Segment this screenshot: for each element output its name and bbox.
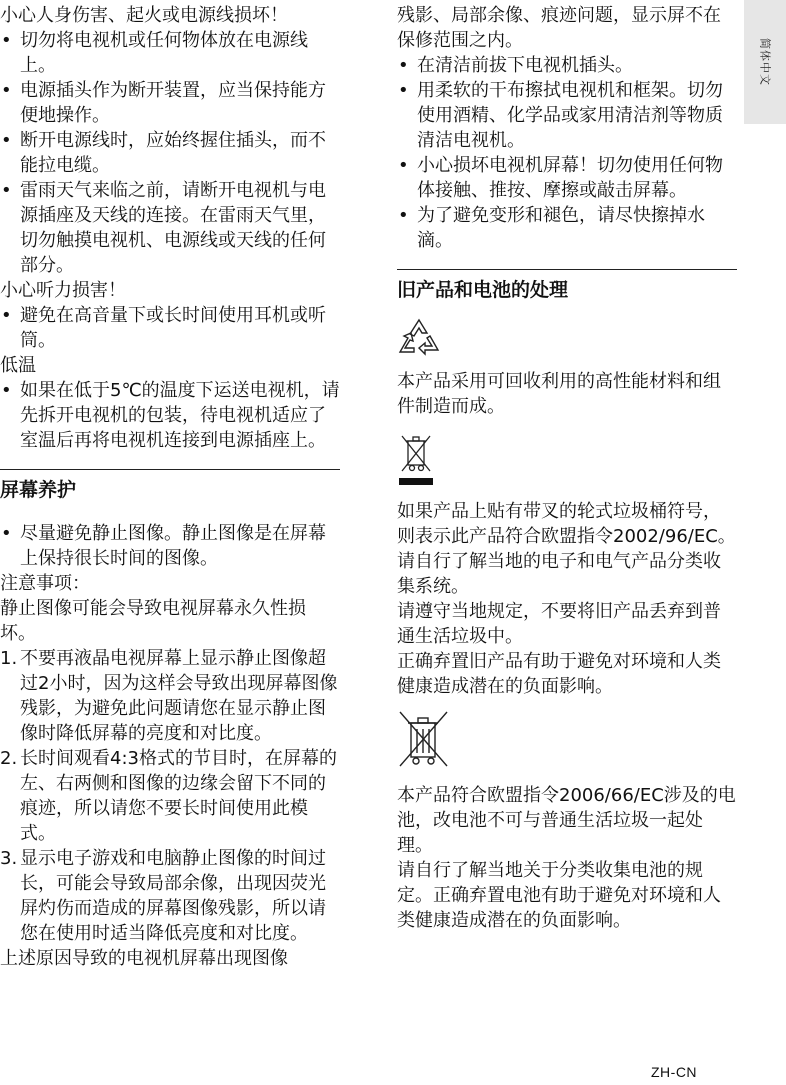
item-text: 显示电子游戏和电脑静止图像的时间过长，可能会导致局部余像，出现因荧光屏灼伤而造成的屏幕图像残影，所以请您在使用时适当降低亮度和对比度。 <box>20 848 326 944</box>
hearing-list <box>0 303 340 353</box>
section-divider <box>0 469 340 470</box>
list-item: • 用柔软的干布擦拭电视机和框架。切勿使用酒精、化学品或家用清洁剂等物质清洁电视机。 <box>397 78 737 153</box>
notes-label: 注意事项： <box>0 573 90 594</box>
list-item: • 在清洁前拔下电视机插头。 <box>397 53 737 78</box>
list-item: • 如果在低于5℃的温度下运送电视机，请先拆开电视机的包装，待电视机适应了室温后再将电视机连接到电源插座上。 <box>0 378 340 453</box>
item-number: 2. <box>0 748 18 769</box>
list-item <box>0 746 340 846</box>
screen-care-heading: 屏幕养护 <box>0 479 77 501</box>
item-text: 长时间观看4:3格式的节目时，在屏幕的左、右两侧和图像的边缘会留下不同的痕迹，所以请您不要长时间使用此模式。 <box>20 748 337 844</box>
section-divider <box>397 269 737 270</box>
list-item: • 小心损坏电视机屏幕！切勿使用任何物体接触、推按、摩擦或敲击屏幕。 <box>397 153 737 203</box>
caution-fire-heading: 小心人身伤害、起火或电源线损坏！ <box>0 5 288 26</box>
screen-care-list <box>0 521 340 571</box>
left-column <box>0 0 340 971</box>
weee-text: 正确弃置旧产品有助于避免对环境和人类健康造成潜在的负面影响。 <box>397 651 721 697</box>
list-item: • 电源插头作为断开装置，应当保持能方便地操作。 <box>0 78 340 128</box>
notes-text: 静止图像可能会导致电视屏幕永久性损坏。 <box>0 598 306 644</box>
list-item: • 切勿将电视机或任何物体放在电源线上。 <box>0 28 340 78</box>
continued-text: 上述原因导致的电视机屏幕出现图像 <box>0 948 288 969</box>
battery-text: 本产品符合欧盟指令2006/66/EC涉及的电池，改电池不可与普通生活垃圾一起处理。 <box>397 785 736 856</box>
screen-notes-list <box>0 646 340 946</box>
list-item: • 避免在高音量下或长时间使用耳机或听筒。 <box>0 303 340 353</box>
caution-hearing-heading: 小心听力损害！ <box>0 280 126 301</box>
weee-text: 请遵守当地规定，不要将旧产品丢弃到普通生活垃圾中。 <box>397 601 721 647</box>
list-item: • 尽量避免静止图像。静止图像是在屏幕上保持很长时间的图像。 <box>0 521 340 571</box>
language-tab-label: 简体中文 <box>758 38 772 86</box>
continued-text: 残影、局部余像、痕迹问题，显示屏不在保修范围之内。 <box>397 5 721 51</box>
low-temp-list <box>0 378 340 453</box>
recycle-icon <box>397 317 441 357</box>
cleaning-list <box>397 53 737 253</box>
crossed-bin-icon <box>397 709 451 769</box>
fire-safety-list <box>0 28 340 278</box>
low-temp-heading: 低温 <box>0 355 36 376</box>
list-item <box>0 846 340 946</box>
list-item: • 断开电源线时，应始终握住插头，而不能拉电缆。 <box>0 128 340 178</box>
list-item <box>0 646 340 746</box>
disposal-heading: 旧产品和电池的处理 <box>397 279 569 301</box>
item-number: 3. <box>0 848 18 869</box>
page-language-code: ZH-CN <box>651 1064 698 1080</box>
language-tab <box>744 0 786 124</box>
item-number: 1. <box>0 648 18 669</box>
recycle-text: 本产品采用可回收利用的高性能材料和组件制造而成。 <box>397 371 721 417</box>
item-text: 不要再液晶电视屏幕上显示静止图像超过2小时，因为这样会导致出现屏幕图像残影，为避免此问题请您在显示静止图像时降低屏幕的亮度和对比度。 <box>20 648 338 744</box>
list-item: • 雷雨天气来临之前，请断开电视机与电源插座及天线的连接。在雷雨天气里，切勿触摸电视机、电源线或天线的任何部分。 <box>0 178 340 278</box>
right-column <box>397 0 737 933</box>
battery-text: 请自行了解当地关于分类收集电池的规定。正确弃置电池有助于避免对环境和人类健康造成潜在的负面影响。 <box>397 860 721 931</box>
crossed-bin-bar-icon <box>399 433 435 487</box>
list-item: • 为了避免变形和褪色，请尽快擦掉水滴。 <box>397 203 737 253</box>
weee-text: 如果产品上贴有带叉的轮式垃圾桶符号，则表示此产品符合欧盟指令2002/96/EC。请自行了解当地的电子和电气产品分类收集系统。 <box>397 501 736 597</box>
